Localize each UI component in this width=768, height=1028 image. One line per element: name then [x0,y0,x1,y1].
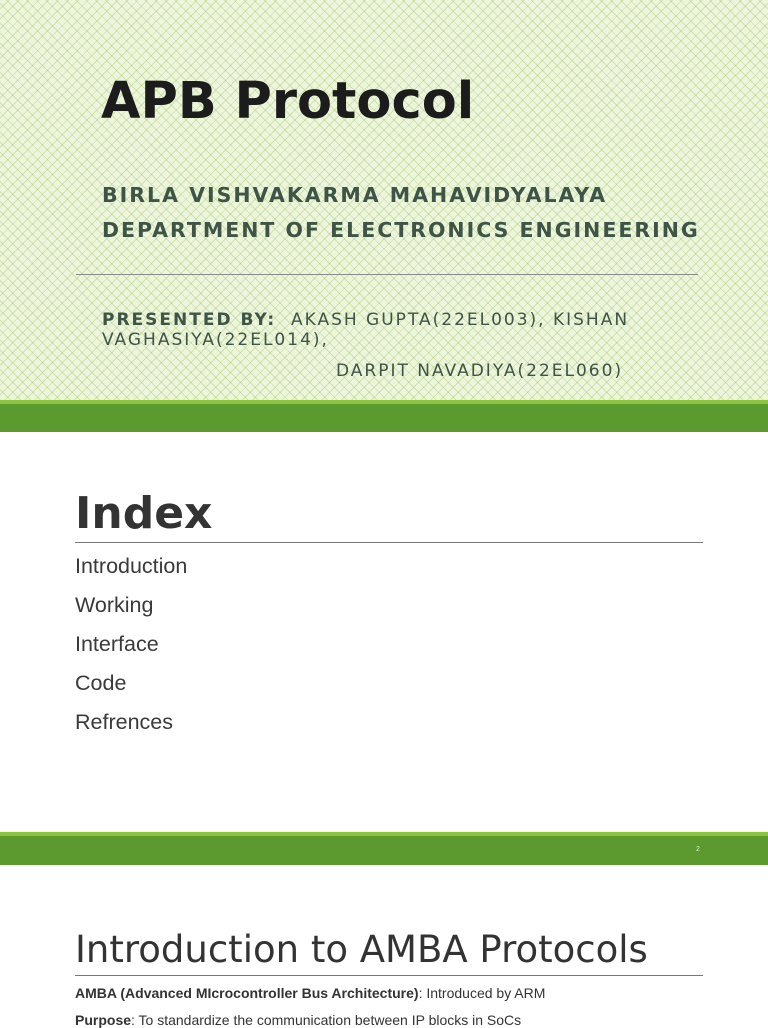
divider [75,542,703,543]
index-item: Refrences [75,710,173,734]
presenters-block [102,310,702,381]
title-slide [0,0,768,400]
divider [75,975,703,976]
amba-text: : Introduced by ARM [418,985,546,1001]
amba-label: AMBA (Advanced MIcrocontroller Bus Architecture) [75,985,419,1001]
index-item: Introduction [75,554,188,578]
intro-line-purpose [75,1012,521,1028]
purpose-text: : To standardize the communication between IP blocks in SoCs [131,1012,522,1028]
index-item: Working [75,593,154,617]
presented-by-label: PRESENTED BY: [102,310,277,330]
slide-title: APB Protocol [101,72,475,131]
index-title: Index [75,488,213,539]
index-list [75,552,187,747]
page-number: 2 [696,846,700,853]
index-item: Interface [75,632,159,656]
index-item: Code [75,671,127,695]
presenters-line-2: DARPIT NAVADIYA(22EL060) [336,361,624,381]
department-name: DEPARTMENT OF ELECTRONICS ENGINEERING [102,218,700,242]
college-info [102,184,702,242]
purpose-label: Purpose [75,1012,132,1028]
college-name: BIRLA VISHVAKARMA MAHAVIDYALAYA [102,183,608,207]
presenters-line-1: AKASH GUPTA(22EL003), KISHAN VAGHASIYA(22EL014), [102,310,630,350]
slide-footer-band [0,404,768,432]
intro-line-amba [75,985,545,1001]
divider [76,274,698,275]
intro-title: Introduction to AMBA Protocols [75,928,648,971]
slide-footer-band [0,836,768,865]
